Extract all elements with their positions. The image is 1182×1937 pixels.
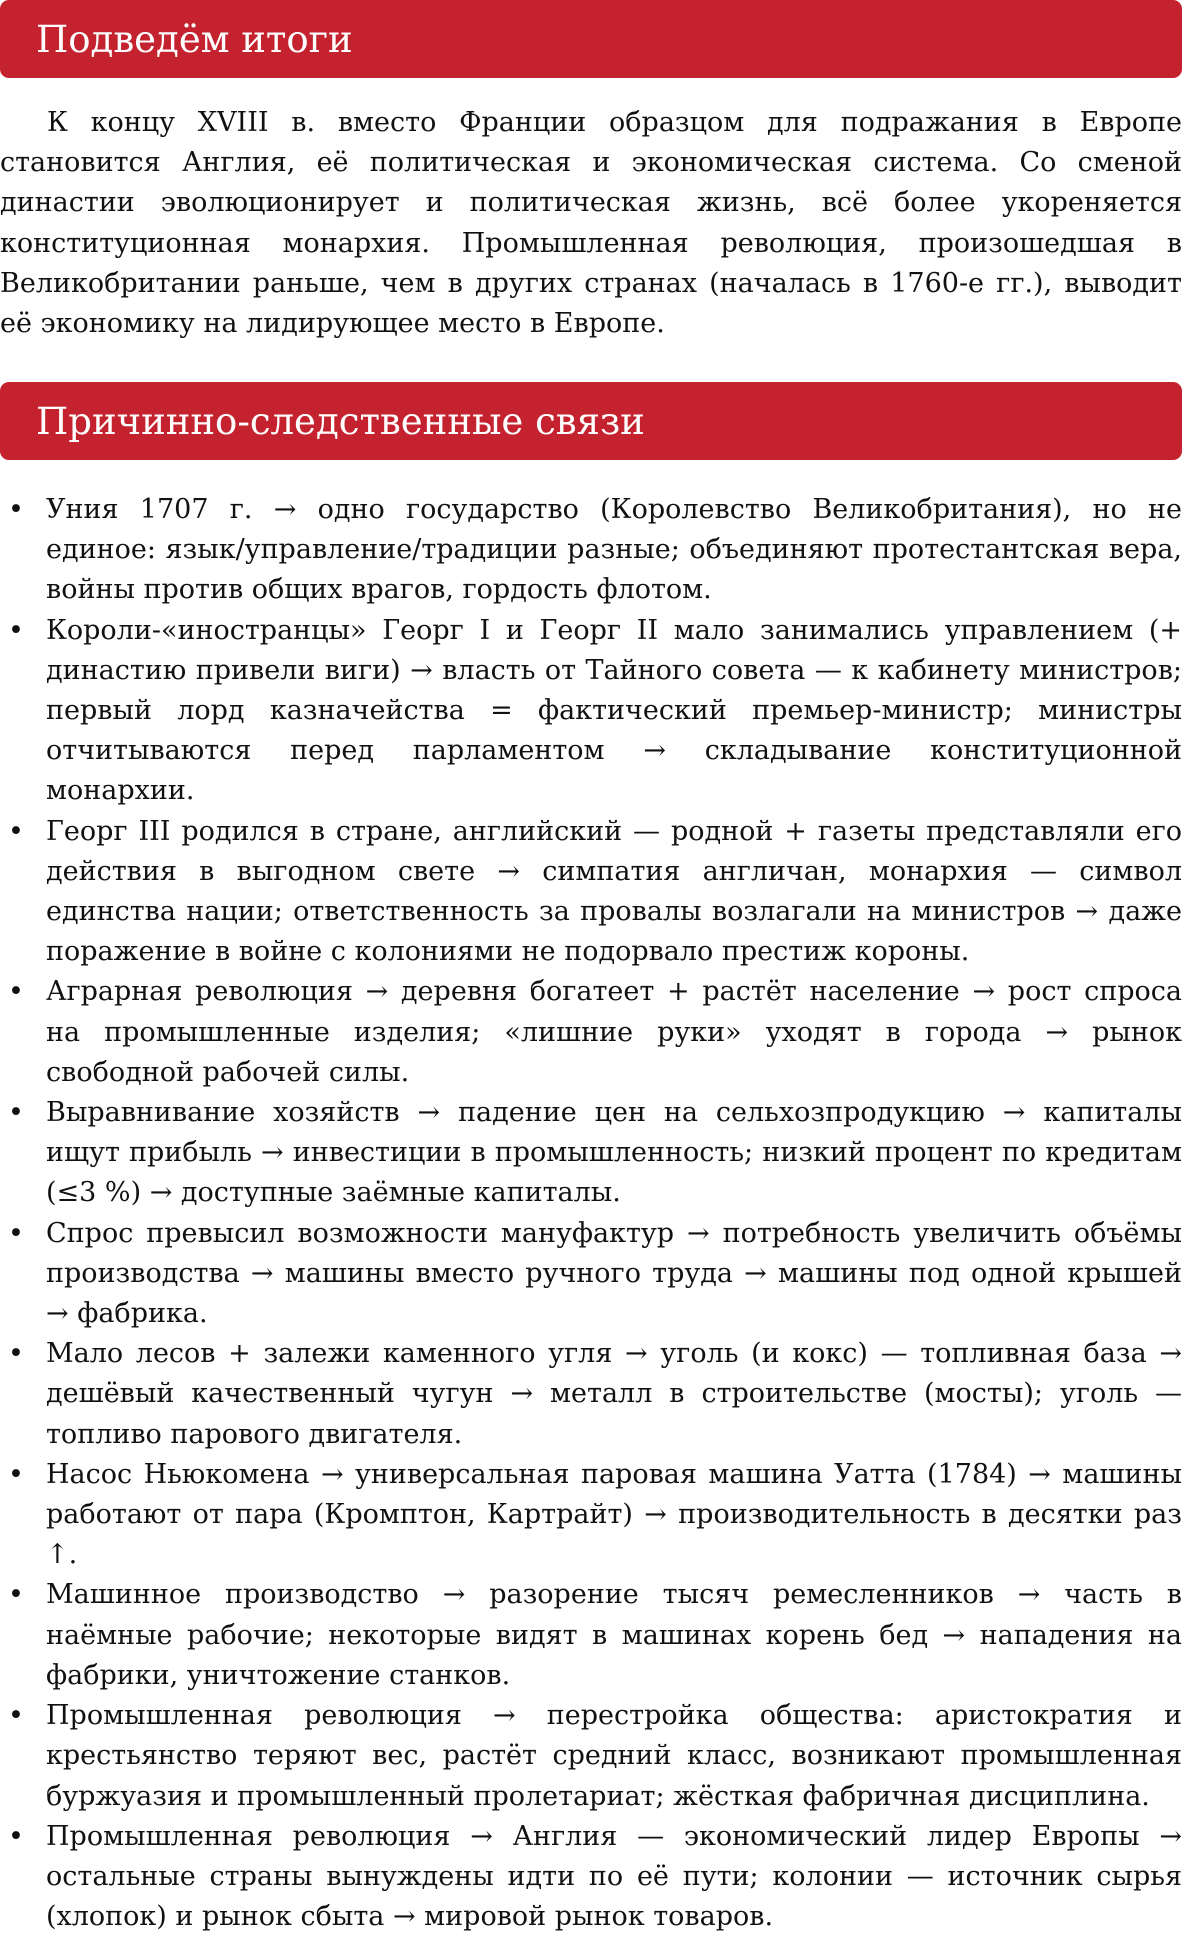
list-item: [0, 1455, 1182, 1576]
list-item: [0, 1817, 1182, 1937]
list-item-text: Спрос превысил возможности мануфактур → потребность увеличить объёмы производства → машины вместо ручного труда → машины под одной крышей → фабрика.: [46, 1217, 1182, 1330]
list-item: [0, 490, 1182, 611]
bullet-icon: •: [8, 1458, 24, 1490]
bullet-icon: •: [8, 494, 24, 525]
list-item-text: Короли-«иностранцы» Георг I и Георг II мало занимались управлением (+ династию привели виги) → власть от Тайного совета — к кабинету министров; первый лорд казначейства = фактический премьер-министр; министры отчитываются перед парламентом → складывание конституционной монархии.: [46, 614, 1182, 807]
bullet-icon: •: [8, 1097, 24, 1129]
list-item: [0, 1575, 1182, 1696]
list-item: [0, 1214, 1182, 1335]
summary-section-title: Подведём итоги: [36, 17, 353, 61]
list-item-text: Мало лесов + залежи каменного угля → уголь (и кокс) — топливная база → дешёвый качественный чугун → металл в строительстве (мосты); уголь — топливо парового двигателя.: [46, 1338, 1182, 1450]
bullet-icon: •: [8, 1338, 24, 1370]
list-item-text: Машинное производство → разорение тысяч ремесленников → часть в наёмные рабочие; некоторые видят в машинах корень бед → нападения на фабрики, уничтожение станков.: [46, 1579, 1182, 1691]
causal-section-title: Причинно-следственные связи: [36, 399, 645, 443]
list-item-text: Выравнивание хозяйств → падение цен на сельхозпродукцию → капиталы ищут прибыль → инвестиции в промышленность; низкий процент по кредитам (≤3 %) → доступные заёмные капиталы.: [46, 1097, 1182, 1209]
list-item-text: Насос Ньюкомена → универсальная паровая машина Уатта (1784) → машины работают от пара (Кромптон, Картрайт) → производительность в десятки раз ↑.: [46, 1458, 1182, 1571]
list-item: [0, 1334, 1182, 1455]
list-item: [0, 972, 1182, 1093]
list-item-text: Уния 1707 г. → одно государство (Королевство Великобритания), но не единое: язык/управление/традиции разные; объединяют протестантская вера, войны против общих врагов, гордость флотом.: [46, 494, 1182, 606]
list-item-text: Промышленная революция → перестройка общества: аристократия и крестьянство теряют вес, растёт средний класс, возникают промышленная буржуазия и промышленный пролетариат; жёсткая фабричная дисциплина.: [46, 1700, 1182, 1812]
list-item: [0, 611, 1182, 812]
bullet-icon: •: [8, 1820, 24, 1852]
list-item-text: Георг III родился в стране, английский — родной + газеты представляли его действия в выгодном свете → симпатия англичан, монархия — символ единства нации; ответственность за провалы возлагали на министров → даже поражение в войне с колониями не подорвало престиж короны.: [46, 815, 1182, 968]
bullet-icon: •: [8, 1217, 24, 1249]
summary-section-header: [0, 0, 1182, 78]
causal-section-header: [0, 382, 1182, 460]
bullet-icon: •: [8, 815, 24, 847]
bullet-icon: •: [8, 1700, 24, 1732]
list-item-text: Промышленная революция → Англия — экономический лидер Европы → остальные страны вынуждены идти по её пути; колонии — источник сырья (хлопок) и рынок сбыта → мировой рынок товаров.: [46, 1820, 1182, 1933]
list-item: [0, 1696, 1182, 1817]
list-item: [0, 812, 1182, 973]
summary-paragraph: К концу XVIII в. вместо Франции образцом для подражания в Европе становится Англия, её политическая и экономическая система. Со сменой династии эволюционирует и политическая жизнь, всё более укореняется конституционная монархия. Промышленная революция, произошедшая в Великобритании раньше, чем в других странах (началась в 1760-е гг.), выводит её экономику на лидирующее место в Европе.: [0, 107, 1182, 340]
list-item: [0, 1093, 1182, 1214]
list-item-text: Аграрная революция → деревня богатеет + растёт население → рост спроса на промышленные изделия; «лишние руки» уходят в города → рынок свободной рабочей силы.: [46, 976, 1182, 1088]
bullet-icon: •: [8, 614, 24, 646]
causal-list: [0, 490, 1182, 1937]
bullet-icon: •: [8, 976, 24, 1008]
bullet-icon: •: [8, 1579, 24, 1611]
